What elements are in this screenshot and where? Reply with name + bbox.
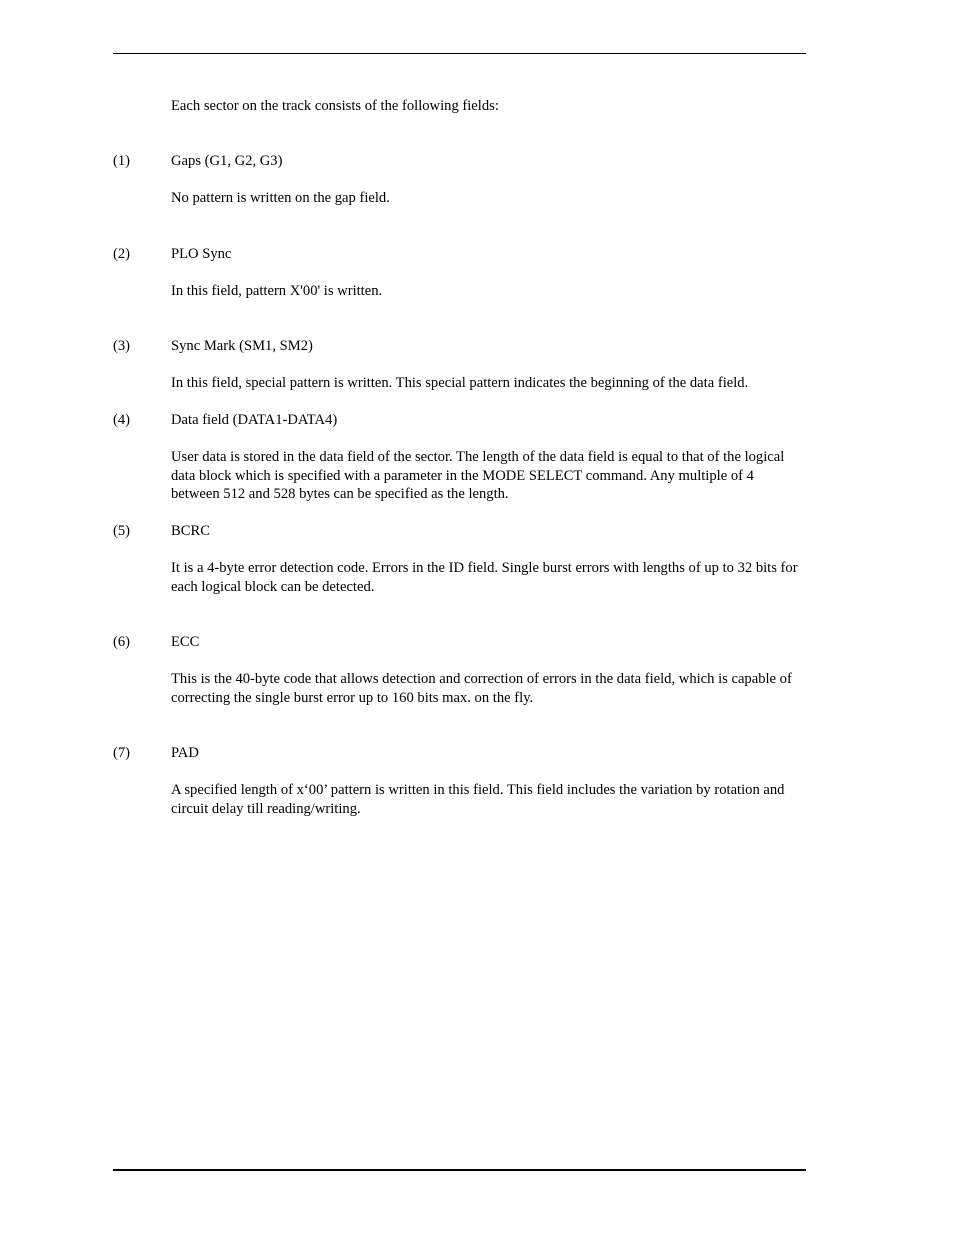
field-number: (1): [113, 153, 131, 169]
field-description: User data is stored in the data field of the sector. The length of the data field is equal to that of the logical data block which is specified with a parameter in the MODE SELECT command. Any multiple of 4 between 512 and 528 bytes can be specified as the length.: [171, 449, 785, 502]
field-description: In this field, pattern X'00' is written.: [171, 283, 383, 299]
field-description: A specified length of x‘00’ pattern is written in this field. This field includes the variation by rotation and circuit delay till reading/writing.: [171, 782, 785, 817]
field-number: (3): [113, 338, 131, 354]
field-number: (7): [113, 745, 131, 761]
field-item-6: [113, 633, 806, 707]
field-description: This is the 40-byte code that allows detection and correction of errors in the data field, which is capable of correcting the single burst error up to 160 bits max. on the fly.: [171, 671, 792, 706]
field-title: BCRC: [171, 523, 210, 539]
field-description: It is a 4-byte error detection code. Errors in the ID field. Single burst errors with lengths of up to 32 bits for each logical block can be detected.: [171, 560, 798, 595]
field-title: Sync Mark (SM1, SM2): [171, 338, 313, 354]
field-item-2: [113, 245, 806, 301]
header-rule: [113, 53, 806, 54]
field-item-5: [113, 522, 806, 596]
field-item-4: [113, 411, 806, 504]
field-number: (6): [113, 634, 131, 650]
field-item-3: [113, 337, 806, 393]
field-title: Data field (DATA1-DATA4): [171, 412, 338, 428]
field-description: In this field, special pattern is written. This special pattern indicates the beginning of the data field.: [171, 375, 749, 391]
field-title: ECC: [171, 634, 200, 650]
footer-rule: [113, 1169, 806, 1171]
field-description: No pattern is written on the gap field.: [171, 190, 390, 206]
field-title: Gaps (G1, G2, G3): [171, 153, 283, 169]
field-number: (4): [113, 412, 131, 428]
intro-text: Each sector on the track consists of the following fields:: [171, 98, 499, 114]
field-number: (2): [113, 246, 131, 262]
field-title: PAD: [171, 745, 199, 761]
field-item-7: [113, 744, 806, 818]
field-number: (5): [113, 523, 131, 539]
field-item-1: [113, 152, 806, 208]
field-title: PLO Sync: [171, 246, 232, 262]
